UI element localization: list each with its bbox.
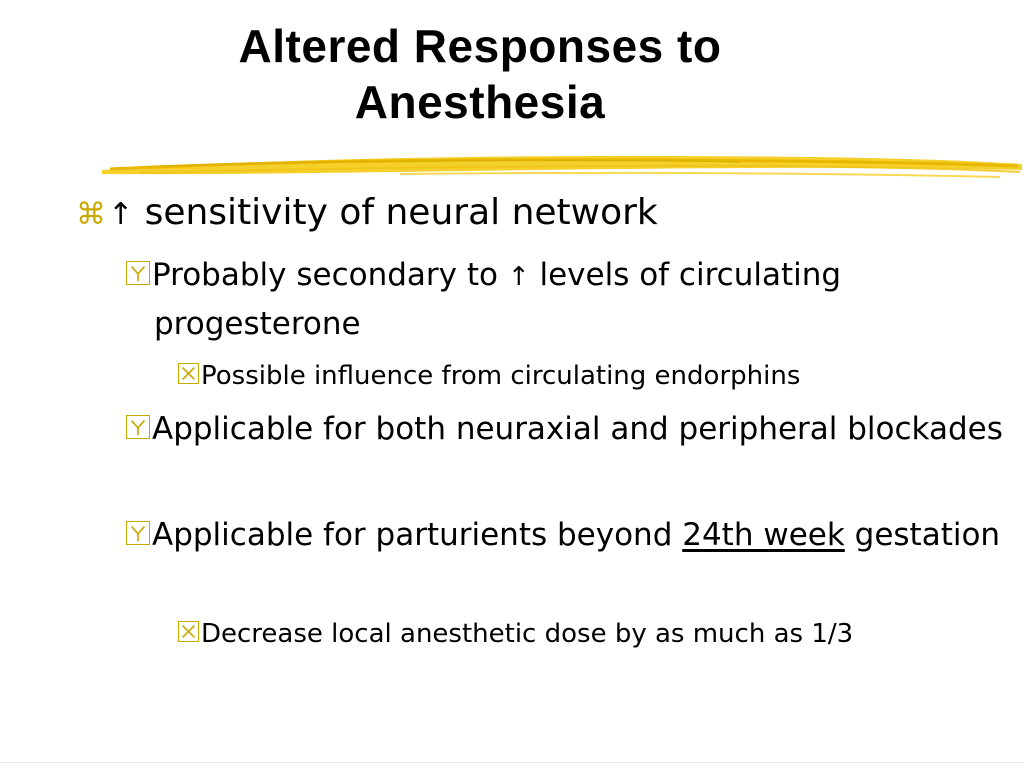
bullet-text: sensitivity of neural network <box>133 192 658 233</box>
command-key-icon: ⌘ <box>76 197 106 232</box>
bullet-dose <box>178 616 978 652</box>
up-arrow-icon: ↑ <box>507 262 530 292</box>
underlined-text: 24th week <box>682 517 845 553</box>
bullet-text: Probably secondary to <box>152 257 508 293</box>
bullet-text: Decrease local anesthetic dose by as much as 1/3 <box>201 619 854 649</box>
bullet-text: levels of circulating progesterone <box>154 257 842 342</box>
bullet-text: gestation <box>844 517 1001 553</box>
checkbox-y-icon <box>126 261 150 285</box>
checkbox-x-icon <box>178 621 199 642</box>
checkbox-y-icon <box>126 521 150 545</box>
title-line-1: Altered Responses to <box>238 20 722 72</box>
bullet-endorphins <box>178 358 978 394</box>
bullet-text: Applicable for both neuraxial and peripheral blockades <box>152 411 1003 447</box>
up-arrow-icon: ↑ <box>108 197 134 232</box>
bullet-progesterone <box>126 252 1014 348</box>
bottom-divider <box>0 762 1024 763</box>
title-underline-brushstroke <box>100 150 1024 186</box>
title-line-2: Anesthesia <box>354 76 606 128</box>
checkbox-x-icon <box>178 363 199 384</box>
bullet-blockades <box>126 406 1014 453</box>
bullet-sensitivity <box>76 190 976 238</box>
bullet-parturients <box>126 512 1014 559</box>
bullet-text: Possible influence from circulating endorphins <box>201 361 801 391</box>
bullet-text: Applicable for parturients beyond <box>152 517 683 553</box>
slide-title <box>70 18 890 130</box>
checkbox-y-icon <box>126 415 150 439</box>
